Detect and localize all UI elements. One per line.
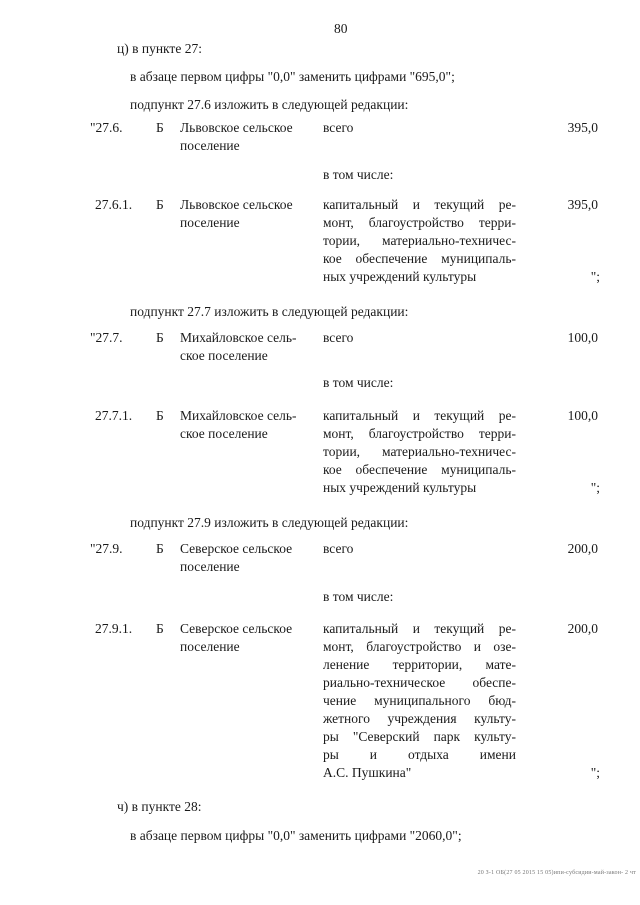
row-description-line: монт, благоустройство терри-: [323, 426, 516, 441]
row-number: "27.6.: [90, 120, 123, 135]
row-purpose: всего: [323, 330, 354, 345]
including-label: в том числе:: [323, 589, 394, 604]
item-c-paragraph: в абзаце первом цифры "0,0" заменить цифрами "695,0";: [130, 69, 455, 84]
row-amount: 100,0: [567, 330, 598, 345]
row-name-line: поселение: [180, 559, 240, 574]
row-category: Б: [156, 120, 164, 135]
row-amount: 200,0: [567, 541, 598, 556]
row-category: Б: [156, 541, 164, 556]
row-description-line: кое обеспечение муниципаль-: [323, 251, 516, 266]
row-description-line: А.С. Пушкина": [323, 765, 412, 780]
row-number: 27.9.1.: [95, 621, 133, 636]
row-description-line: ры и отдыха имени: [323, 747, 516, 762]
row-amount: 100,0: [567, 408, 598, 423]
row-number: 27.6.1.: [95, 197, 133, 212]
row-name-line: поселение: [180, 639, 240, 654]
row-category: Б: [156, 197, 164, 212]
row-name-line: ское поселение: [180, 426, 268, 441]
row-description-line: жетного учреждения культу-: [323, 711, 516, 726]
row-description-line: капитальный и текущий ре-: [323, 197, 516, 212]
row-description-line: риально-техническое обеспе-: [323, 675, 516, 690]
row-name-line: Львовское сельское: [180, 120, 293, 135]
row-name-line: Михайловское сель-: [180, 408, 297, 423]
row-name-line: поселение: [180, 215, 240, 230]
closing-quote-mark: ";: [590, 765, 600, 780]
row-name-line: Северское сельское: [180, 621, 293, 636]
row-amount: 395,0: [567, 120, 598, 135]
including-label: в том числе:: [323, 167, 394, 182]
row-number: "27.9.: [90, 541, 123, 556]
item-ch-heading: ч) в пункте 28:: [117, 799, 202, 814]
row-name-line: ское поселение: [180, 348, 268, 363]
subitem-27-6-intro: подпункт 27.6 изложить в следующей редакции:: [130, 97, 409, 112]
row-description-line: чение муниципального бюд-: [323, 693, 516, 708]
row-number: 27.7.1.: [95, 408, 133, 423]
page-number: 80: [334, 21, 348, 36]
including-label: в том числе:: [323, 375, 394, 390]
row-description-line: капитальный и текущий ре-: [323, 621, 516, 636]
closing-quote-mark: ";: [590, 269, 600, 284]
row-description-line: монт, благоустройство терри-: [323, 215, 516, 230]
row-amount: 395,0: [567, 197, 598, 212]
row-description-line: ленение территории, мате-: [323, 657, 516, 672]
footer-file-path: 20 З-1 ОБ(27 05 2015 15 05)ипи-субсидии-май-закон- 2 чт: [477, 870, 636, 876]
row-category: Б: [156, 408, 164, 423]
row-description-line: монт, благоустройство и озе-: [323, 639, 516, 654]
row-description-line: кое обеспечение муниципаль-: [323, 462, 516, 477]
row-name-line: Львовское сельское: [180, 197, 293, 212]
row-category: Б: [156, 330, 164, 345]
row-name-line: Северское сельское: [180, 541, 293, 556]
row-number: "27.7.: [90, 330, 123, 345]
row-name-line: Михайловское сель-: [180, 330, 297, 345]
row-description-line: ных учреждений культуры: [323, 269, 477, 284]
item-c-heading: ц) в пункте 27:: [117, 41, 202, 56]
subitem-27-9-intro: подпункт 27.9 изложить в следующей редакции:: [130, 515, 409, 530]
closing-quote-mark: ";: [590, 480, 600, 495]
row-purpose: всего: [323, 541, 354, 556]
row-description-line: тории, материально-техничес-: [323, 233, 516, 248]
row-description-line: ных учреждений культуры: [323, 480, 477, 495]
row-name-line: поселение: [180, 138, 240, 153]
row-category: Б: [156, 621, 164, 636]
row-purpose: всего: [323, 120, 354, 135]
subitem-27-7-intro: подпункт 27.7 изложить в следующей редакции:: [130, 304, 409, 319]
row-amount: 200,0: [567, 621, 598, 636]
row-description-line: ры "Северский парк культу-: [323, 729, 516, 744]
row-description-line: тории, материально-техничес-: [323, 444, 516, 459]
item-ch-paragraph: в абзаце первом цифры "0,0" заменить цифрами "2060,0";: [130, 828, 462, 843]
row-description-line: капитальный и текущий ре-: [323, 408, 516, 423]
